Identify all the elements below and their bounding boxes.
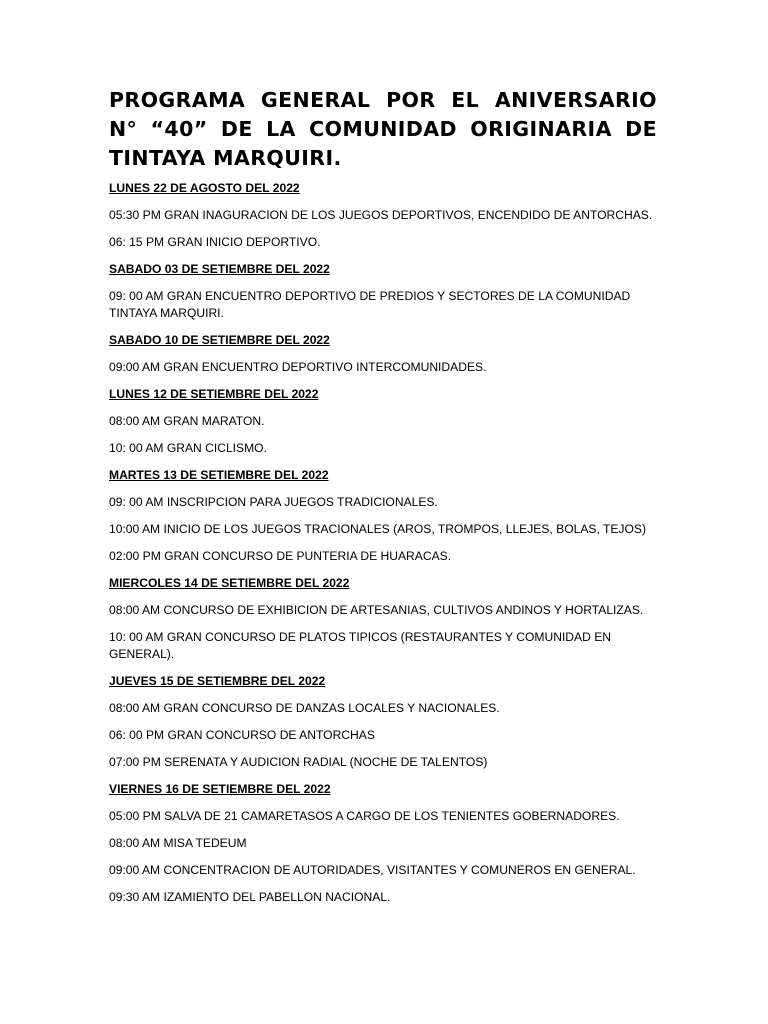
event-item: 08:00 AM GRAN CONCURSO DE DANZAS LOCALES Y NACIONALES. bbox=[109, 701, 500, 715]
event-item: 05:00 PM SALVA DE 21 CAMARETASOS A CARGO DE LOS TENIENTES GOBERNADORES. bbox=[109, 809, 620, 823]
event-item: 09:30 AM IZAMIENTO DEL PABELLON NACIONAL. bbox=[109, 890, 391, 904]
event-item: 10: 00 AM GRAN CONCURSO DE PLATOS TIPICOS (RESTAURANTES Y COMUNIDAD EN GENERAL). bbox=[109, 630, 611, 661]
event-item: 09:00 AM CONCENTRACION DE AUTORIDADES, VISITANTES Y COMUNEROS EN GENERAL. bbox=[109, 863, 636, 877]
schedule bbox=[109, 180, 657, 906]
day-heading: MIERCOLES 14 DE SETIEMBRE DEL 2022 bbox=[109, 576, 350, 590]
event-item: 08:00 AM CONCURSO DE EXHIBICION DE ARTESANIAS, CULTIVOS ANDINOS Y HORTALIZAS. bbox=[109, 603, 644, 617]
day-heading: SABADO 03 DE SETIEMBRE DEL 2022 bbox=[109, 262, 330, 276]
day-heading: JUEVES 15 DE SETIEMBRE DEL 2022 bbox=[109, 674, 326, 688]
event-item: 07:00 PM SERENATA Y AUDICION RADIAL (NOCHE DE TALENTOS) bbox=[109, 755, 488, 769]
day-heading: LUNES 12 DE SETIEMBRE DEL 2022 bbox=[109, 387, 319, 401]
document-page bbox=[109, 86, 657, 916]
event-item: 08:00 AM GRAN MARATON. bbox=[109, 414, 265, 428]
event-item: 08:00 AM MISA TEDEUM bbox=[109, 836, 247, 850]
event-item: 09:00 AM GRAN ENCUENTRO DEPORTIVO INTERCOMUNIDADES. bbox=[109, 360, 487, 374]
event-item: 02:00 PM GRAN CONCURSO DE PUNTERIA DE HUARACAS. bbox=[109, 549, 452, 563]
day-heading: VIERNES 16 DE SETIEMBRE DEL 2022 bbox=[109, 782, 331, 796]
day-heading: MARTES 13 DE SETIEMBRE DEL 2022 bbox=[109, 468, 329, 482]
day-heading: SABADO 10 DE SETIEMBRE DEL 2022 bbox=[109, 333, 330, 347]
event-item: 05:30 PM GRAN INAGURACION DE LOS JUEGOS DEPORTIVOS, ENCENDIDO DE ANTORCHAS. bbox=[109, 208, 653, 222]
event-item: 06: 00 PM GRAN CONCURSO DE ANTORCHAS bbox=[109, 728, 375, 742]
event-item: 09: 00 AM GRAN ENCUENTRO DEPORTIVO DE PREDIOS Y SECTORES DE LA COMUNIDAD TINTAYA MARQUIRI. bbox=[109, 289, 631, 320]
event-item: 10:00 AM INICIO DE LOS JUEGOS TRACIONALES (AROS, TROMPOS, LLEJES, BOLAS, TEJOS) bbox=[109, 522, 646, 536]
document-title: PROGRAMA GENERAL POR EL ANIVERSARIO N° “40” DE LA COMUNIDAD ORIGINARIA DE TINTAYA MARQUIRI. bbox=[109, 88, 657, 170]
event-item: 06: 15 PM GRAN INICIO DEPORTIVO. bbox=[109, 235, 321, 249]
day-heading: LUNES 22 DE AGOSTO DEL 2022 bbox=[109, 181, 300, 195]
event-item: 10: 00 AM GRAN CICLISMO. bbox=[109, 441, 267, 455]
event-item: 09: 00 AM INSCRIPCION PARA JUEGOS TRADICIONALES. bbox=[109, 495, 438, 509]
